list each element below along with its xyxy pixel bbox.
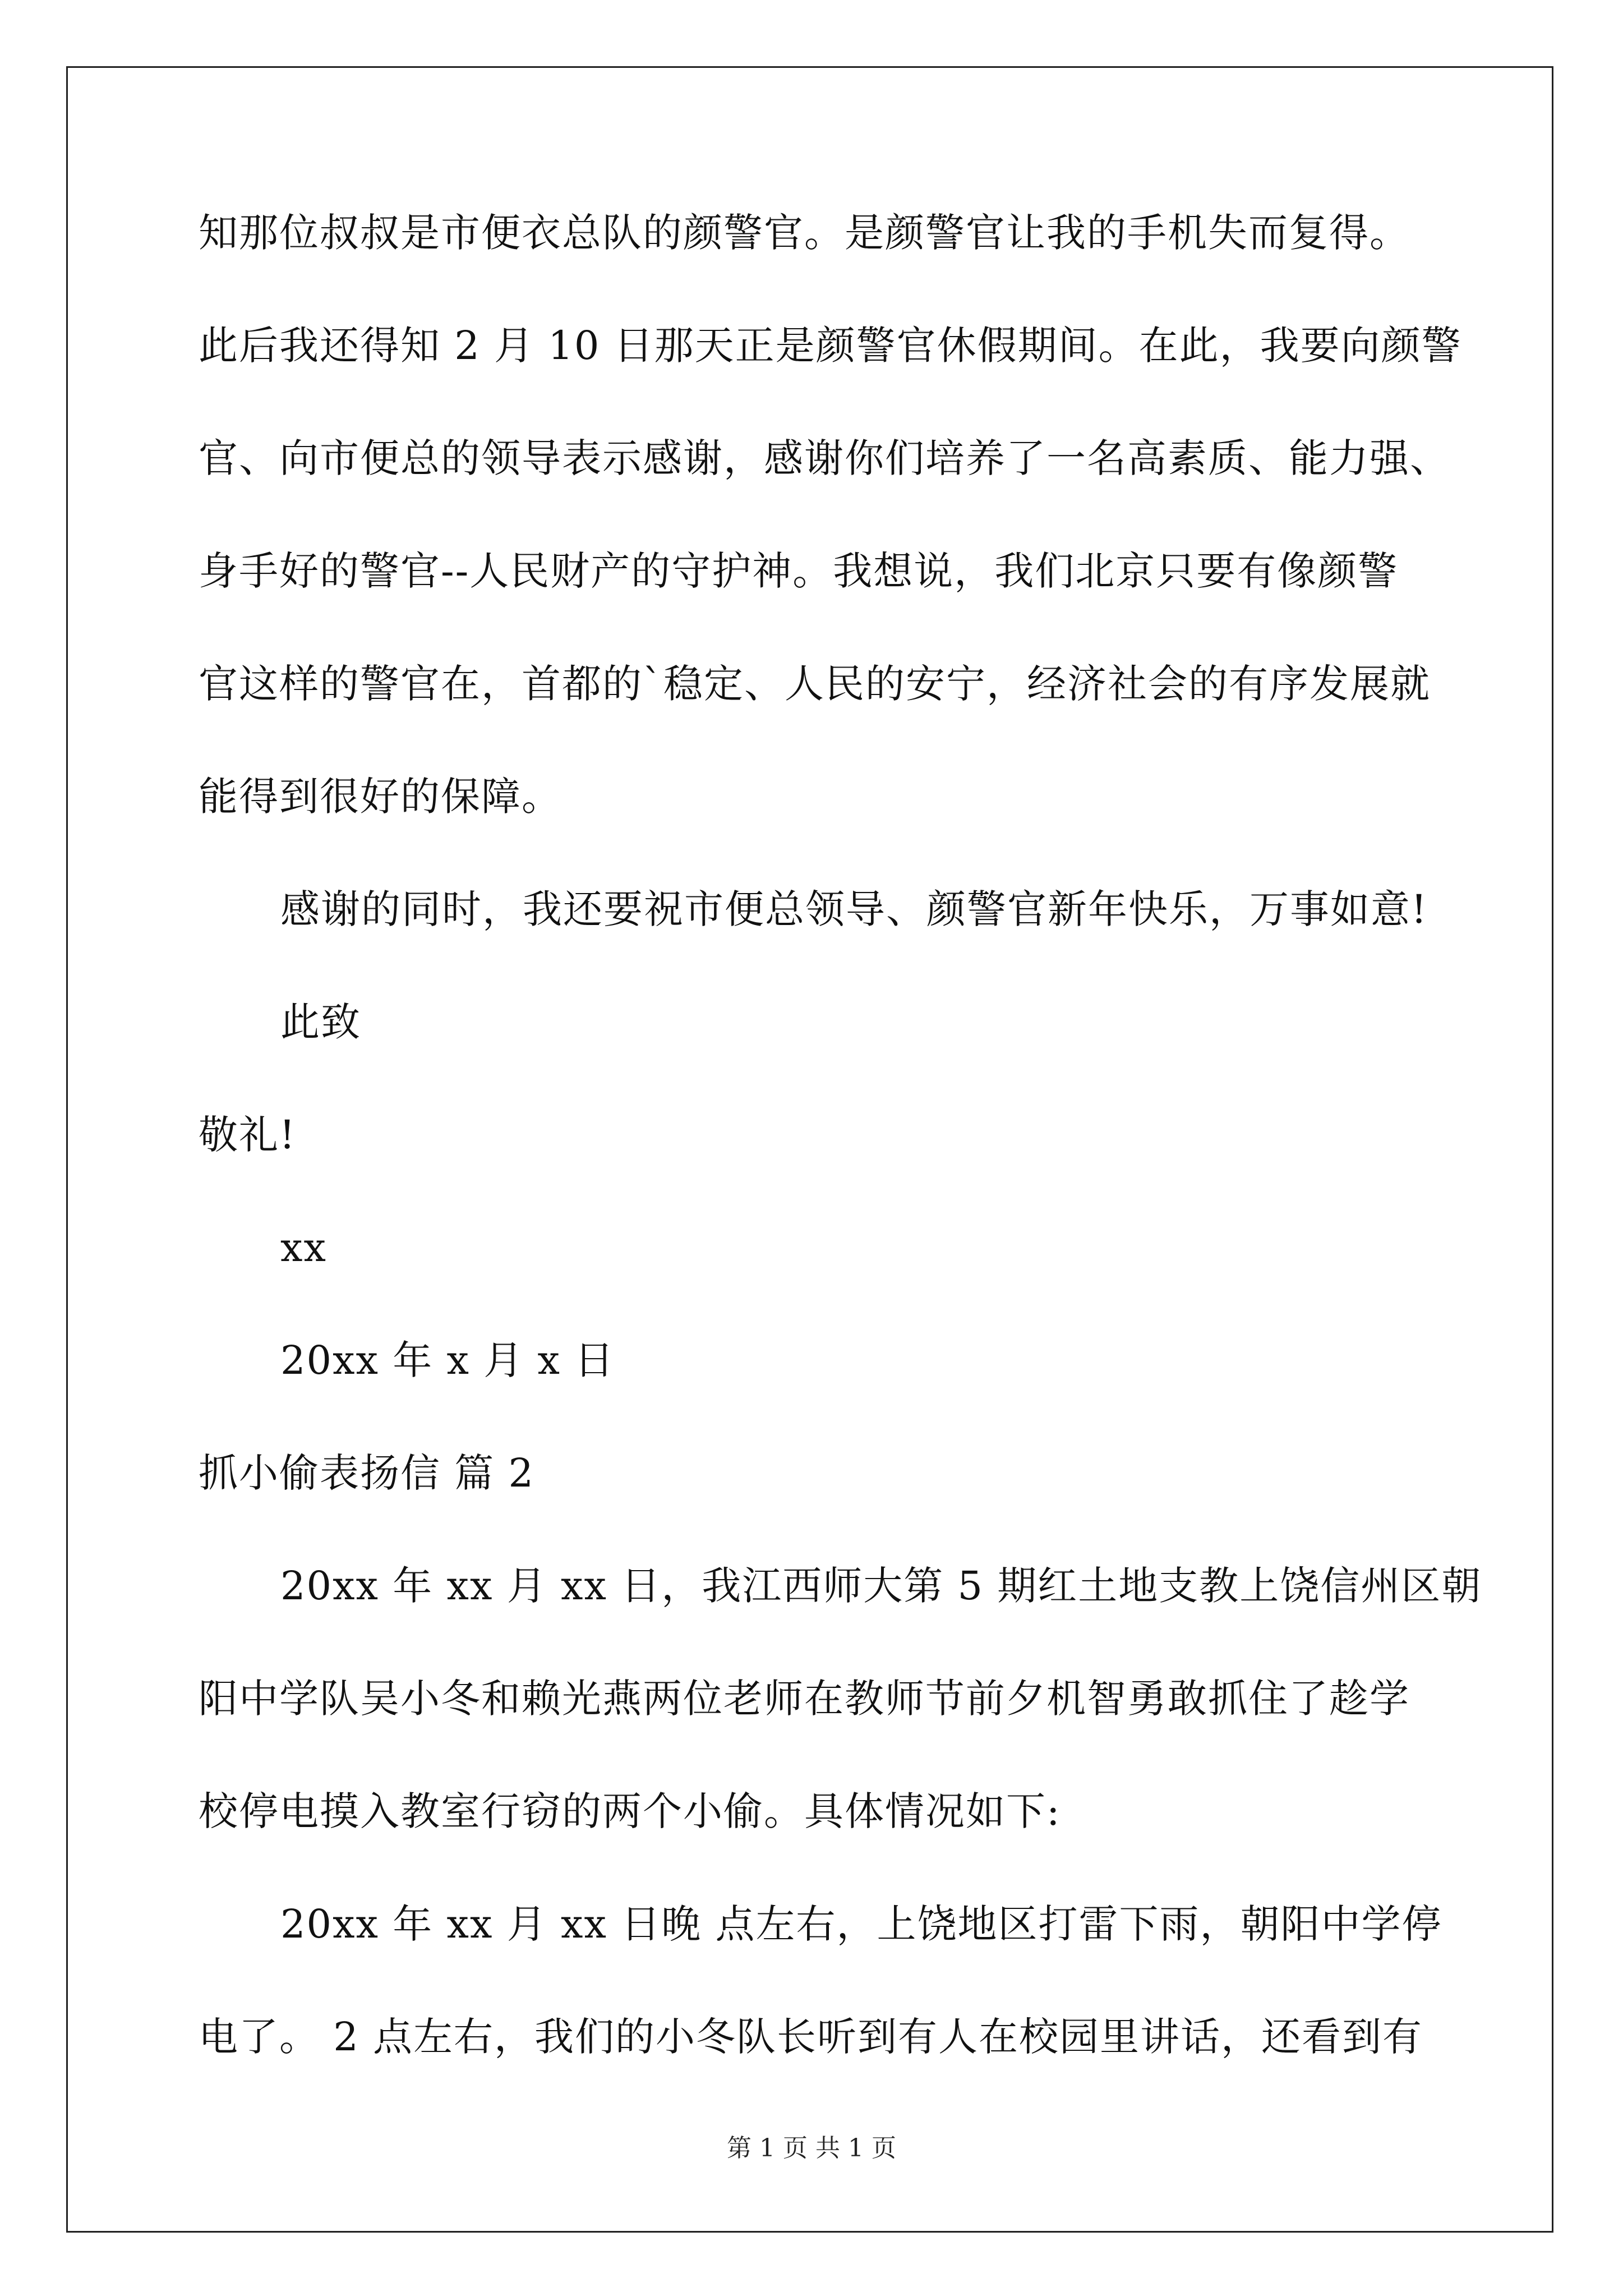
text-line: 电了。 2 点左右，我们的小冬队长听到有人在校园里讲话，还看到有 bbox=[199, 2014, 1423, 2060]
text-line: 阳中学队吴小冬和赖光燕两位老师在教师节前夕机智勇敢抓住了趁学 bbox=[199, 1676, 1410, 1722]
text-line: 知那位叔叔是市便衣总队的颜警官。是颜警官让我的手机失而复得。 bbox=[199, 210, 1410, 256]
text-line: 20xx 年 xx 月 xx 日，我江西师大第 5 期红土地支教上饶信州区朝 bbox=[280, 1563, 1482, 1609]
text-line: 校停电摸入教室行窃的两个小偷。具体情况如下: bbox=[199, 1788, 1061, 1834]
salutation: 敬礼! bbox=[199, 1112, 297, 1158]
text-line: 能得到很好的保障。 bbox=[199, 774, 562, 820]
closing-phrase: 此致 bbox=[280, 999, 361, 1045]
text-line: 感谢的同时，我还要祝市便总领导、颜警官新年快乐，万事如意! bbox=[280, 886, 1428, 932]
section-heading: 抓小偷表扬信 篇 2 bbox=[199, 1450, 535, 1496]
signature-date: 20xx 年 x 月 x 日 bbox=[280, 1337, 615, 1383]
text-line: 身手好的警官--人民财产的守护神。我想说，我们北京只要有像颜警 bbox=[199, 548, 1399, 594]
text-line: 官、向市便总的领导表示感谢，感谢你们培养了一名高素质、能力强、 bbox=[199, 435, 1450, 481]
signature-name: xx bbox=[280, 1225, 327, 1271]
text-line: 此后我还得知 2 月 10 日那天正是颜警官休假期间。在此，我要向颜警 bbox=[199, 323, 1462, 369]
text-line: 20xx 年 xx 月 xx 日晚 点左右，上饶地区打雷下雨，朝阳中学停 bbox=[280, 1901, 1442, 1947]
text-line: 官这样的警官在，首都的`稳定、人民的安宁，经济社会的有序发展就 bbox=[199, 661, 1431, 707]
page-number-footer: 第 1 页 共 1 页 bbox=[727, 2134, 896, 2162]
